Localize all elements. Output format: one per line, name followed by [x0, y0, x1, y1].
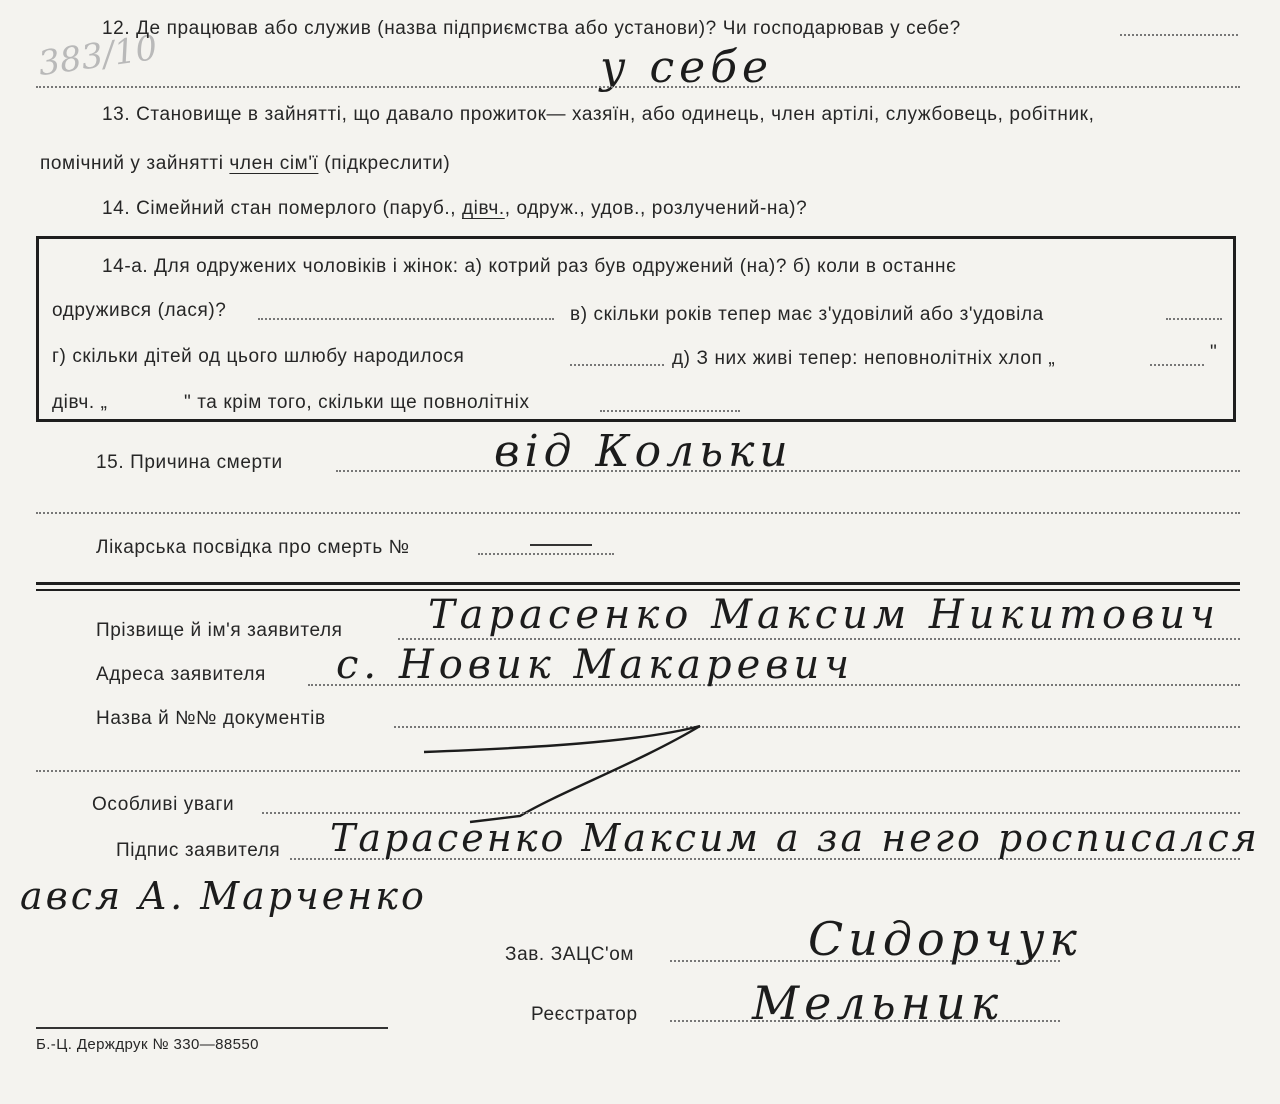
strikeout-mark [410, 712, 730, 832]
section-rule-bottom [36, 589, 1240, 591]
q13-line2 [40, 153, 450, 175]
special-notes-line [262, 812, 1240, 814]
q14a-line3c: " [1210, 342, 1218, 363]
applicant-name-value: Тарасенко Максим Никитович [428, 592, 1221, 638]
applicant-name-line [398, 638, 1240, 640]
applicant-docs-label: Назва й №№ документів [96, 708, 326, 729]
q14a-line3-fill [570, 364, 664, 366]
medical-dash-mark [530, 544, 592, 546]
q14a-line3b: д) З них живі тепер: неповнолітніх хлоп „ [672, 348, 1056, 369]
q14a-line4a: дівч. „ [52, 392, 108, 413]
q14-label [102, 198, 807, 220]
q14-pre: 14. Сімейний стан померлого (паруб., [102, 198, 462, 219]
applicant-address-value: с. Новик Макаревич [336, 642, 855, 688]
q15-label: 15. Причина смерти [96, 452, 283, 473]
zags-head-label: Зав. ЗАЦС'ом [505, 944, 635, 965]
applicant-signature-label: Підпис заявителя [116, 840, 281, 861]
footer-rule [36, 1027, 388, 1029]
applicant-signature-continuation: ався А. Марченко [20, 874, 427, 918]
q13-underlined-option: член сім'ї [229, 153, 319, 174]
registrar-label: Реєстратор [531, 1004, 638, 1025]
q14a-line1: 14-а. Для одружених чоловіків і жінок: а) котрий раз був одружений (на)? б) коли в останнє [102, 256, 957, 277]
q12-answer: у себе [600, 42, 774, 93]
special-notes-label: Особливі уваги [92, 794, 235, 815]
applicant-address-label: Адреса заявителя [96, 664, 266, 685]
applicant-name-label: Прізвище й ім'я заявителя [96, 620, 343, 641]
q12-fill-line [1120, 34, 1238, 36]
q14a-line2b-fill [1166, 318, 1222, 320]
q12-answer-line [36, 86, 1240, 88]
q14-underlined-option: дівч. [462, 198, 505, 219]
q15-extra-line [36, 512, 1240, 514]
q13-line1: 13. Становище в зайнятті, що давало прожиток— хазяїн, або одинець, член артілі, службовець, робітник, [102, 104, 1095, 125]
q14a-line4-fill [600, 410, 740, 412]
q14a-line2-fill [258, 318, 554, 320]
q14-post: , одруж., удов., розлучений-на)? [504, 198, 808, 219]
q13-line2-pre: помічний у зайнятті [40, 153, 230, 174]
section-rule-top [36, 582, 1240, 585]
q14a-line4b: " та крім того, скільки ще повнолітніх [184, 392, 530, 413]
q14a-line3b-fill [1150, 364, 1204, 366]
q13-line2-post: (підкреслити) [318, 153, 451, 174]
q14a-line2b: в) скільки років тепер має з'удовілий або з'удовіла [570, 304, 1044, 325]
medical-label: Лікарська посвідка про смерть № [96, 537, 410, 558]
archive-mark: 383/10 [35, 27, 160, 85]
zags-head-signature: Сидорчук [808, 912, 1082, 966]
medical-number-line [478, 553, 614, 555]
printer-imprint: Б.-Ц. Держдрук № 330—88550 [36, 1036, 259, 1053]
q15-answer: від Кольки [494, 426, 793, 477]
q14a-line2a: одружився (лася)? [52, 300, 227, 321]
applicant-signature-value: Тарасенко Максим а за него росписался [330, 816, 1260, 860]
q14a-line3a: г) скільки дітей од цього шлюбу народилося [52, 346, 465, 367]
q12-label: 12. Де працював або служив (назва підприємства або установи)? Чи господарював у себе? [102, 18, 961, 39]
registrar-signature: Мельник [752, 976, 1004, 1030]
